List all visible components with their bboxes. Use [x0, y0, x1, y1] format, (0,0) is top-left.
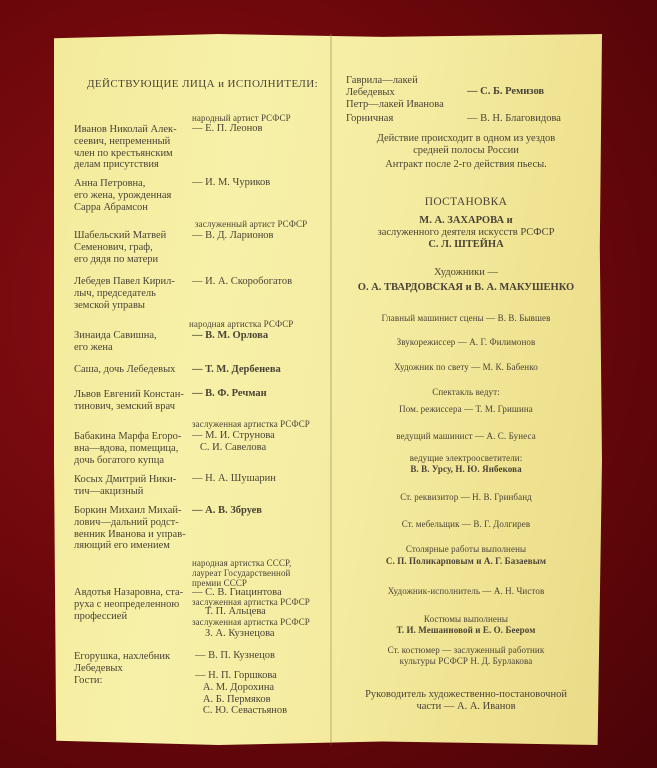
role-name: Анна Петровна, его жена, урожденная Сарра Абрамсон [74, 178, 172, 213]
crew-line: Художник по свету — М. К. Бабенко [394, 362, 538, 372]
intermission-note: Антракт после 2-го действия пьесы. [385, 159, 547, 170]
artistic-director-line: Руководитель художественно-постановочной части — А. А. Иванов [365, 689, 567, 712]
actor-name: — В. Н. Благовидова [467, 113, 561, 124]
role-name: Лебедев Павел Кирил- лыч, председатель земской управы [74, 276, 175, 311]
role-name: Бабакина Марфа Егоро- вна—вдова, помещица, дочь богатого купца [74, 431, 182, 466]
director-name: М. А. ЗАХАРОВА и [419, 215, 513, 226]
actor-name: — Е. П. Леонов [192, 123, 263, 134]
crew-line: Ст. мебельщик — В. Г. Долгирев [401, 519, 531, 529]
crew-line: Главный машинист сцены — В. В. Бывшев [381, 313, 551, 323]
actor-name: — В. М. Орлова [192, 330, 269, 341]
actor-name: — С. В. Гиацинтова [192, 587, 282, 598]
actor-name: — Н. А. Шушарин [192, 473, 276, 484]
director-title: заслуженного деятеля искусств РСФСР [377, 227, 555, 238]
role-name: Львов Евгений Констан- тинович, земский врач [74, 389, 184, 412]
crew-heading: Спектакль ведут: [432, 387, 500, 397]
crew-line: Ст. реквизитор — Н. В. Гринбанд [400, 492, 532, 502]
artists-heading: Художники — [434, 267, 498, 278]
actor-name: — В. Ф. Речман [192, 388, 267, 399]
crew-line: С. П. Поликарповым и А. Г. Базаевым [385, 556, 547, 566]
crew-line: ведущий машинист — А. С. Бунеса [396, 431, 536, 441]
role-name: Косых Дмитрий Ники- тич—акцизный [74, 474, 177, 497]
role-name: Шабельский Матвей Семенович, граф, его дядя по матери [74, 230, 167, 265]
role-name: Гаврила—лакей Лебедевых Петр—лакей Иванова [346, 75, 444, 110]
actor-name: З. А. Кузнецова [205, 628, 275, 639]
actor-title: заслуженный артист РСФСР [195, 219, 308, 229]
crew-heading: Костюмы выполнены [423, 614, 509, 624]
page-fold [330, 34, 332, 745]
role-name: Егорушка, нахлебник Лебедевых Гости: [74, 651, 171, 686]
actor-name: — А. В. Збруев [192, 505, 262, 516]
director-name: С. Л. ШТЕЙНА [428, 239, 504, 250]
guest-actors: — Н. П. Горшкова А. М. Дорохина А. Б. Пермяков С. Ю. Севастьянов [195, 670, 288, 717]
actor-name: — В. П. Кузнецов [195, 650, 275, 661]
production-heading: ПОСТАНОВКА [424, 196, 508, 208]
crew-line: В. В. Урсу, Н. Ю. Янбекова [410, 464, 522, 474]
actor-name: — Т. М. Дербенева [192, 364, 281, 375]
actor-name: — М. И. Струнова С. И. Савелова [192, 430, 275, 453]
crew-line: культуры РСФСР Н. Д. Бурлакова [399, 656, 533, 666]
role-name: Саша, дочь Лебедевых [74, 364, 176, 375]
crew-line: Т. И. Мешанновой и Е. О. Беером [396, 625, 536, 635]
actor-name: — В. Д. Ларионов [192, 230, 274, 241]
role-name: Иванов Николай Алек- сеевич, непременный член по крестьянским делам присутствия [74, 124, 177, 171]
role-name: Зинаида Савишна, его жена [74, 330, 157, 353]
actor-name: — С. Б. Ремизов [467, 86, 545, 97]
actor-title: заслуженная артистка РСФСР [192, 597, 310, 607]
actor-title: заслуженная артистка РСФСР [192, 419, 310, 429]
crew-line: Звукорежиссер — А. Г. Филимонов [396, 337, 536, 347]
actor-name: — И. А. Скоробогатов [192, 276, 293, 287]
actor-name: — И. М. Чуриков [192, 177, 271, 188]
crew-heading: Столярные работы выполнены [405, 544, 527, 554]
crew-line: Художник-исполнитель — А. Н. Чистов [387, 586, 545, 596]
role-name: Горничная [346, 113, 394, 124]
setting-note: Действие происходит в одном из уездов средней полосы России [376, 133, 556, 156]
actor-title: народная артистка СССР, лауреат Государственной премии СССР [192, 558, 292, 589]
role-name: Боркин Михаил Михай- лович—дальний родст- венник Иванова и управ- ляющий его имением [74, 505, 186, 552]
actor-title: заслуженная артистка РСФСР [192, 617, 310, 627]
crew-heading: ведущие электроосветители: [409, 453, 523, 463]
crew-line: Пом. режиссера — Т. М. Гришина [399, 404, 533, 414]
cast-heading: ДЕЙСТВУЮЩИЕ ЛИЦА и ИСПОЛНИТЕЛИ: [87, 78, 319, 90]
artists-names: О. А. ТВАРДОВСКАЯ и В. А. МАКУШЕНКО [357, 282, 575, 293]
actor-title: народная артистка РСФСР [189, 319, 294, 329]
role-name: Авдотья Назаровна, ста- руха с неопределенною профессией [74, 587, 184, 622]
crew-line: Ст. костюмер — заслуженный работник [387, 645, 545, 655]
actor-title: народный артист РСФСР [192, 113, 291, 123]
actor-name: Т. П. Альцева [205, 606, 266, 617]
